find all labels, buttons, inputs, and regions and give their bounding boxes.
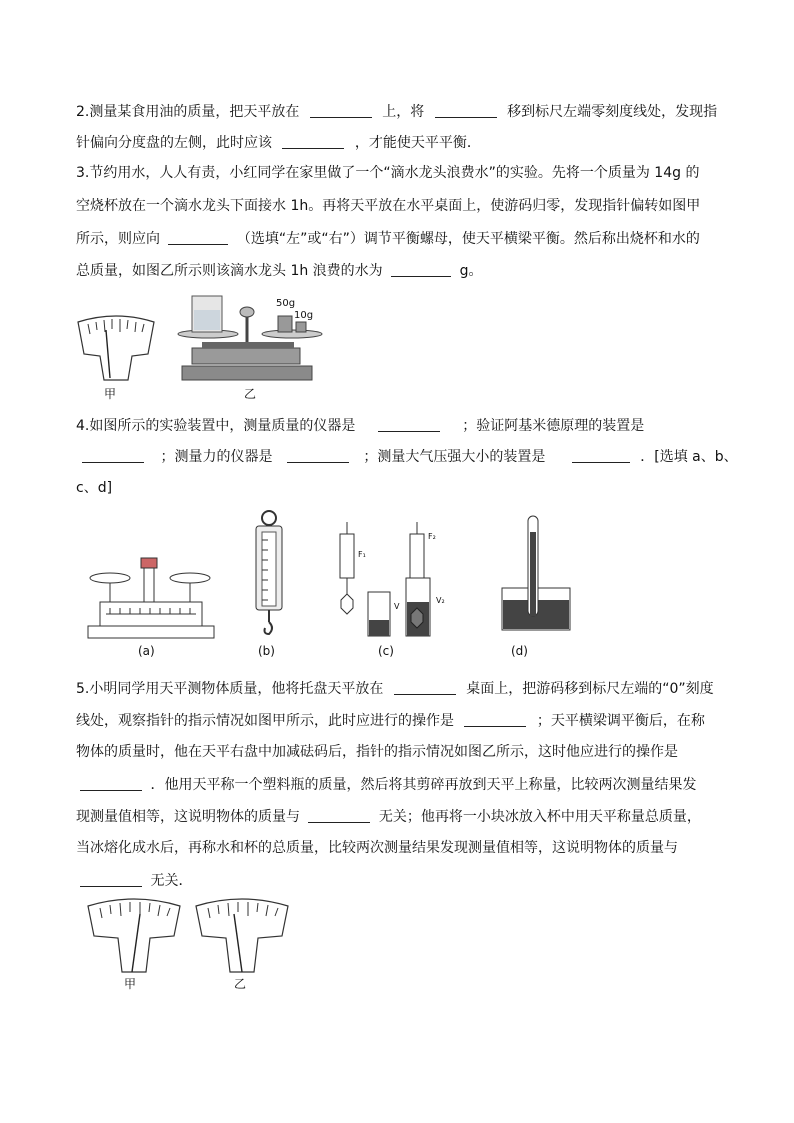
volume-label-v: V: [394, 602, 400, 611]
q3-text: （选填“左”或“右”）调节平衡螺母，使天平横梁平衡。然后称出烧杯和水的: [236, 231, 700, 247]
figure-caption: (b): [258, 644, 275, 658]
figure-caption: (d): [511, 644, 528, 658]
q4-text: ．[选填 a、b、: [640, 449, 738, 465]
answer-blank[interactable]: [287, 448, 349, 463]
q5-line-1: [76, 680, 714, 697]
q3-line-3: [76, 230, 700, 247]
q4-text: ；测量大气压强大小的装置是: [363, 449, 546, 465]
figure-caption: 甲: [124, 977, 137, 991]
q5-text: 线处，观察指针的指示情况如图甲所示，此时应进行的操作是: [76, 713, 454, 729]
q3-text: 总质量，如图乙所示则该滴水龙头 1h 浪费的水为: [76, 263, 383, 279]
q5-text: 无关；他再将一小块冰放入杯中用天平称量总质量，: [378, 809, 701, 825]
answer-blank[interactable]: [310, 103, 372, 118]
q2-line-2: [76, 134, 481, 151]
q3-line-2: [76, 198, 700, 214]
figure-caption: 乙: [244, 387, 257, 401]
answer-blank[interactable]: [282, 134, 344, 149]
q5-text: ．他用天平称一个塑料瓶的质量，然后将其剪碎再放到天平上称量，比较两次测量结果发: [150, 777, 697, 793]
q3-text: g。: [459, 263, 483, 279]
balance-figure-yi: [172, 290, 332, 384]
answer-blank[interactable]: [394, 680, 456, 695]
q5-text: 现测量值相等，这说明物体的质量与: [76, 809, 300, 825]
dial-scale-figure-yi: [194, 896, 290, 974]
weight-label-50g: 50g: [276, 298, 296, 309]
q5-line-5: [76, 808, 701, 825]
force-label-f2: F₂: [428, 532, 436, 541]
answer-blank[interactable]: [378, 417, 440, 432]
q2-text: ，才能使天平平衡．: [354, 135, 481, 151]
figure-caption: (c): [378, 644, 394, 658]
q5-line-4: [76, 776, 696, 793]
q5-text: 无关．: [150, 873, 193, 889]
q5-line-2: [76, 712, 705, 729]
answer-blank[interactable]: [80, 872, 142, 887]
dial-scale-figure-jia: [86, 896, 182, 974]
q3-text: 所示，则应向: [76, 231, 160, 247]
q4-text: c、d]: [76, 480, 113, 496]
q4-line-1: [76, 417, 644, 434]
q4-line-3: [76, 480, 112, 496]
figure-caption: (a): [138, 644, 155, 658]
volume-label-v2: V₂: [436, 596, 445, 605]
answer-blank[interactable]: [435, 103, 497, 118]
weight-label-10g: 10g: [294, 310, 314, 321]
q5-text: 物体的质量时，他在天平右盘中加减砝码后，指针的指示情况如图乙所示，这时他应进行的操作是: [76, 744, 678, 760]
q3-text: 空烧杯放在一个滴水龙头下面接水 1h。再将天平放在水平桌面上，使游码归零，发现指针偏转如图甲: [76, 198, 701, 214]
apparatus-spring-scale-b: [252, 508, 286, 638]
q5-line-7: [76, 872, 192, 889]
answer-blank[interactable]: [464, 712, 526, 727]
answer-blank[interactable]: [308, 808, 370, 823]
q3-line-4: [76, 262, 482, 279]
q5-line-6: [76, 840, 678, 856]
answer-blank[interactable]: [80, 776, 142, 791]
q5-text: 桌面上，把游码移到标尺左端的“0”刻度: [466, 681, 714, 697]
q2-text: 移到标尺左端零刻度线处，发现指: [507, 104, 718, 120]
answer-blank[interactable]: [168, 230, 228, 245]
q2-text: 针偏向分度盘的左侧，此时应该: [76, 135, 272, 151]
force-label-f1: F₁: [358, 550, 366, 559]
apparatus-balance-a: [86, 552, 216, 640]
answer-blank[interactable]: [82, 448, 144, 463]
q4-text: ；验证阿基米德原理的装置是: [462, 418, 645, 434]
q5-text: 5.小明同学用天平测物体质量，他将托盘天平放在: [76, 681, 384, 697]
q4-text: 4.如图所示的实验装置中，测量质量的仪器是: [76, 418, 356, 434]
q5-text: ；天平横梁调平衡后，在称: [536, 713, 705, 729]
q4-text: ；测量力的仪器是: [160, 449, 273, 465]
q4-line-2: [76, 448, 738, 465]
q3-line-1: [76, 165, 699, 181]
apparatus-barometer-d: [500, 512, 572, 632]
q3-text: 3.节约用水，人人有责，小红同学在家里做了一个“滴水龙头浪费水”的实验。先将一个质量为 14g 的: [76, 165, 700, 181]
answer-blank[interactable]: [572, 448, 630, 463]
figure-caption: 乙: [234, 977, 247, 991]
dial-scale-figure-jia: [76, 312, 156, 382]
q2-text: 上，将: [382, 104, 425, 120]
q5-line-3: [76, 744, 678, 760]
figure-caption: 甲: [104, 387, 117, 401]
q2-line-1: [76, 103, 717, 120]
q5-text: 当冰熔化成水后，再称水和杯的总质量，比较两次测量结果发现测量值相等，这说明物体的质量与: [76, 840, 678, 856]
answer-blank[interactable]: [391, 262, 451, 277]
q2-text: 2.测量某食用油的质量，把天平放在: [76, 104, 300, 120]
